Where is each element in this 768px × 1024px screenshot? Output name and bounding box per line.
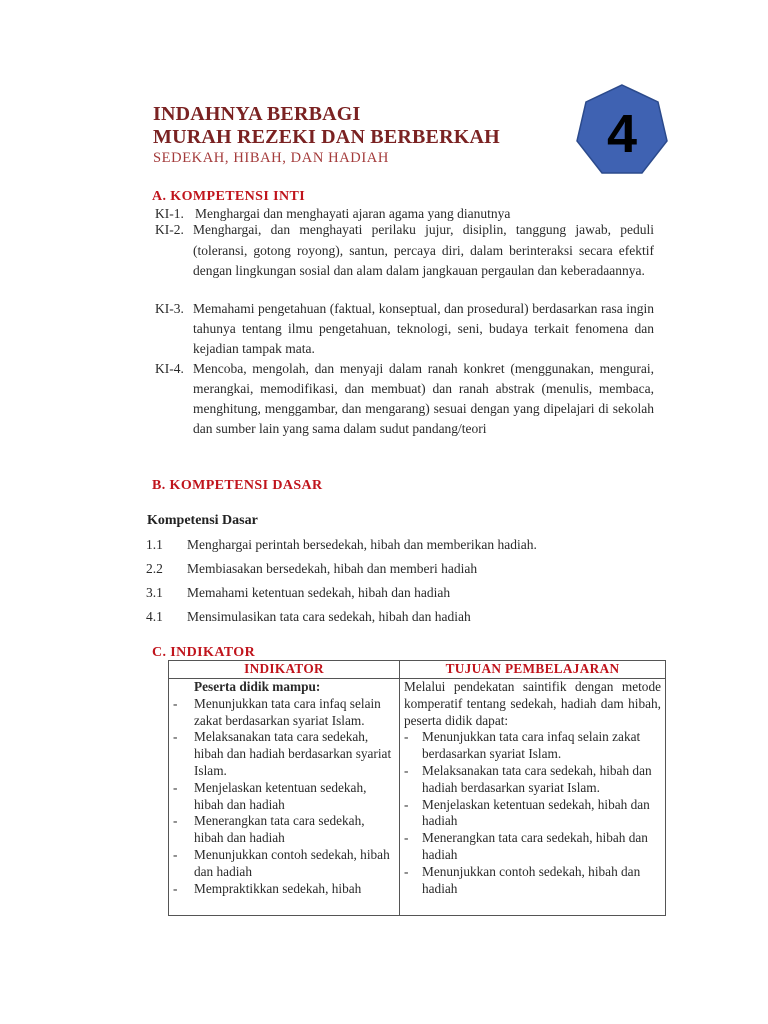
ki-1-number: KI-1. bbox=[155, 206, 184, 221]
ki-4-text: Mencoba, mengolah, dan menyaji dalam ranah konkret (menggunakan, mengurai, merangkai, memodifikasi, dan membuat) dan ranah abstrak (menulis, membaca, menghitung, menggambar, dan mengarang) sesuai dengan yang dipelajari di sekolah dan sumber lain yang sama dalam sudut pandang/teori bbox=[193, 361, 654, 436]
kd-item-text: Memahami ketentuan sedekah, hibah dan hadiah bbox=[187, 585, 451, 600]
objective-column-header: TUJUAN PEMBELAJARAN bbox=[400, 661, 666, 679]
kd-item-number: 1.1 bbox=[146, 537, 163, 552]
list-item: - Menunjukkan contoh sedekah, hibah dan hadiah bbox=[173, 846, 390, 879]
ki-2-number: KI-2. bbox=[155, 222, 184, 237]
chapter-badge bbox=[573, 82, 671, 178]
ki-2-text: Menghargai, dan menghayati perilaku jujur, disiplin, tanggung jawab, peduli (toleransi, gotong royong), santun, percaya diri, dalam berinteraksi secara efektif dengan lingkungan sosial dan alam dalam jangkauan pergaulan dan keberadaannya. bbox=[193, 222, 654, 278]
list-item: - Menerangkan tata cara sedekah, hibah dan hadiah bbox=[173, 813, 365, 846]
kd-item-text: Menghargai perintah bersedekah, hibah dan memberikan hadiah. bbox=[187, 537, 537, 552]
list-item: - Melaksanakan tata cara sedekah, hibah dan hadiah berdasarkan syariat Islam. bbox=[173, 729, 392, 778]
list-item: - Melaksanakan tata cara sedekah, hibah dan hadiah berdasarkan syariat Islam. bbox=[404, 762, 652, 795]
section-c-heading: C. INDIKATOR bbox=[152, 645, 256, 660]
indicator-table bbox=[168, 660, 666, 916]
kd-item-number: 2.2 bbox=[146, 561, 163, 576]
chapter-subtitle: SEDEKAH, HIBAH, DAN HADIAH bbox=[153, 150, 389, 166]
indicator-column-header: INDIKATOR bbox=[169, 661, 400, 679]
section-a-heading: A. KOMPETENSI INTI bbox=[152, 189, 306, 204]
list-item: - Menunjukkan tata cara infaq selain zakat berdasarkan syariat Islam. bbox=[404, 729, 641, 762]
list-item: - Menjelaskan ketentuan sedekah, hibah dan hadiah bbox=[173, 779, 367, 812]
chapter-title-line-1: INDAHNYA BERBAGI bbox=[153, 103, 361, 125]
ki-3-number: KI-3. bbox=[155, 301, 184, 316]
list-item: - Menerangkan tata cara sedekah, hibah dan hadiah bbox=[404, 830, 648, 862]
objective-cell bbox=[400, 679, 666, 916]
table-header-row bbox=[169, 661, 666, 679]
ki-3-text: Memahami pengetahuan (faktual, konseptual, dan prosedural) berdasarkan rasa ingin tahunya tentang ilmu pengetahuan, teknologi, seni, budaya terkait fenomena dan kejadian tampak mata. bbox=[193, 301, 654, 356]
chapter-number: 4 bbox=[606, 104, 638, 164]
list-item: - Menunjukkan contoh sedekah, hibah dan hadiah bbox=[404, 863, 641, 896]
indicator-intro: Peserta didik mampu: bbox=[194, 679, 321, 694]
kd-subheading: Kompetensi Dasar bbox=[147, 513, 258, 528]
kd-item-number: 3.1 bbox=[146, 585, 163, 600]
list-item: - Menunjukkan tata cara infaq selain zakat berdasarkan syariat Islam. bbox=[173, 695, 381, 728]
kd-item-number: 4.1 bbox=[146, 609, 163, 624]
table-row bbox=[169, 679, 666, 916]
kd-item-text: Membiasakan bersedekah, hibah dan memberi hadiah bbox=[187, 561, 478, 576]
objective-intro: Melalui pendekatan saintifik dengan metode komperatif tentang sedekah, hadiah dam hibah, peserta didik dapat: bbox=[404, 679, 661, 728]
ki-4-number: KI-4. bbox=[155, 361, 184, 376]
list-item: - Mempraktikkan sedekah, hibah bbox=[173, 880, 362, 896]
section-b-heading: B. KOMPETENSI DASAR bbox=[152, 478, 323, 493]
ki-1-text: Menghargai dan menghayati ajaran agama yang dianutnya bbox=[195, 206, 511, 221]
kd-item-text: Mensimulasikan tata cara sedekah, hibah dan hadiah bbox=[187, 609, 471, 624]
list-item: - Menjelaskan ketentuan sedekah, hibah dan hadiah bbox=[404, 796, 650, 829]
chapter-title-line-2: MURAH REZEKI DAN BERBERKAH bbox=[153, 126, 500, 148]
indicator-cell bbox=[169, 679, 400, 916]
